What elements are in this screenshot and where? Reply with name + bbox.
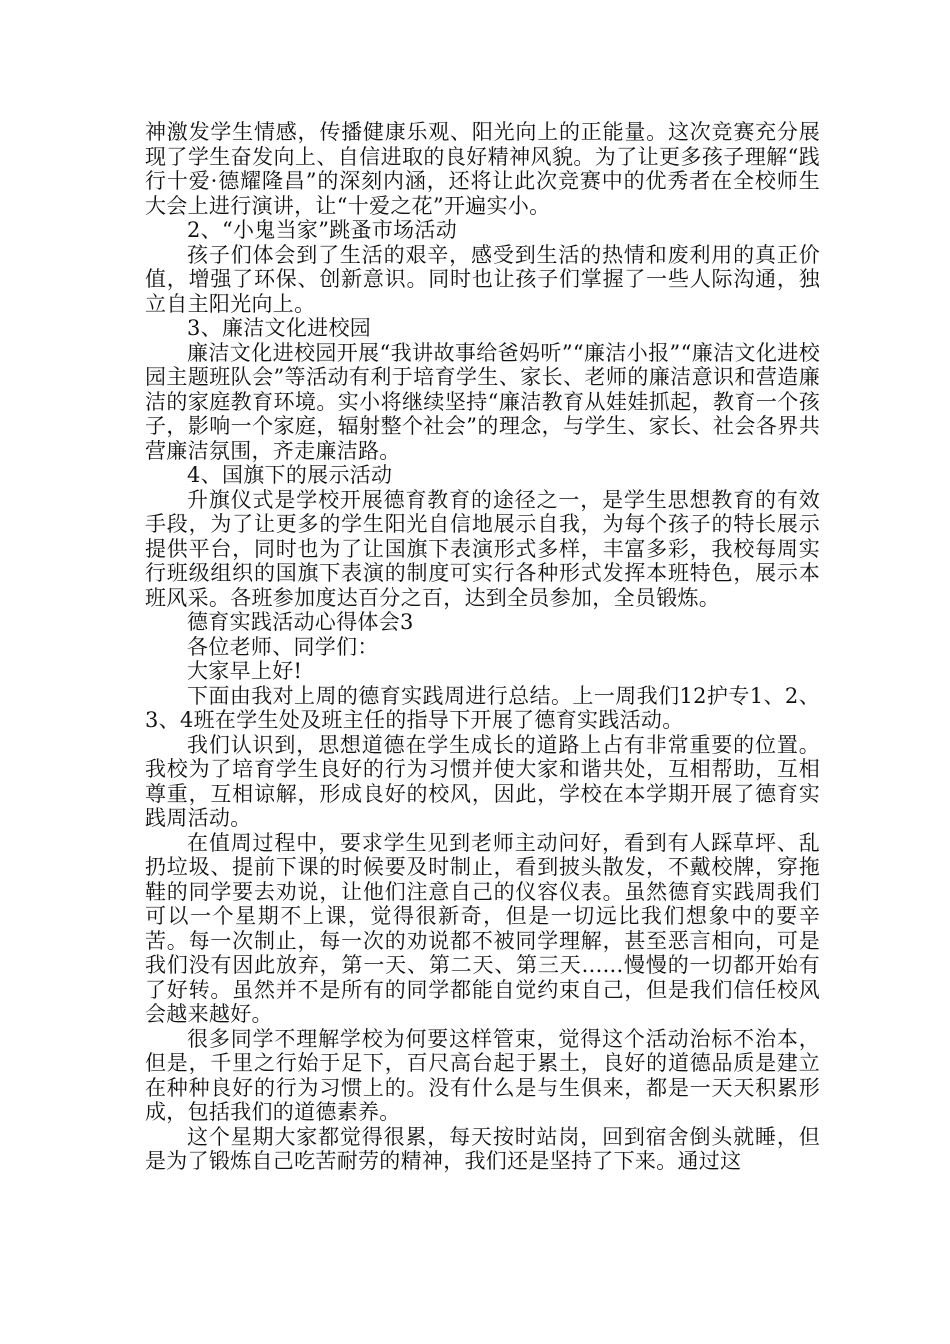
greeting: 大家早上好!: [187, 659, 303, 683]
heading-item-4: 4、国旗下的展示活动: [187, 463, 393, 487]
paragraph-3: 廉洁文化进校园开展“我讲故事给爸妈听”“廉洁小报”“廉洁文化进校园主题班队会”等活动有利于培育学生、家长、老师的廉洁意识和营造廉洁的家庭教育环境。实小将继续坚持“廉洁教育从娃娃抓起，教育一个孩子，影响一个家庭，辐射整个社会”的理念，与学生、家长、社会各界共营廉洁氛围，齐走廉洁路。: [145, 340, 820, 463]
paragraph-2: 孩子们体会到了生活的艰辛，感受到生活的热情和废利用的真正价值，增强了环保、创新意识。同时也让孩子们掌握了一些人际沟通，独立自主阳光向上。: [145, 242, 820, 316]
paragraph-5: 下面由我对上周的德育实践周进行总结。上一周我们12护专1、2、3、4班在学生处及班主任的指导下开展了德育实践活动。: [145, 683, 820, 732]
paragraph-7: 在值周过程中，要求学生见到老师主动问好，看到有人踩草坪、乱扔垃圾、提前下课的时候要及时制止，看到披头散发，不戴校牌，穿拖鞋的同学要去劝说，让他们注意自己的仪容仪表。虽然德育实践周我们可以一个星期不上课，觉得很新奇，但是一切远比我们想象中的要辛苦。每一次制止，每一次的劝说都不被同学理解，甚至恶言相向，可是我们没有因此放弃，第一天、第二天、第三天......慢慢的一切都开始有了好转。虽然并不是所有的同学都能自觉约束自己，但是我们信任校风会越来越好。: [145, 830, 820, 1026]
document-body: [145, 120, 820, 1174]
paragraph-9: 这个星期大家都觉得很累，每天按时站岗，回到宿舍倒头就睡，但是为了锻炼自己吃苦耐劳的精神，我们还是坚持了下来。通过这: [145, 1124, 820, 1173]
heading-item-2: 2、“小鬼当家”跳蚤市场活动: [187, 218, 458, 242]
paragraph-4: 升旗仪式是学校开展德育教育的途径之一，是学生思想教育的有效手段，为了让更多的学生阳光自信地展示自我，为每个孩子的特长展示提供平台，同时也为了让国旗下表演形式多样，丰富多彩，我校每周实行班级组织的国旗下表演的制度可实行各种形式发挥本班特色，展示本班风采。各班参加度达百分之百，达到全员参加，全员锻炼。: [145, 487, 820, 610]
paragraph-1: 神激发学生情感，传播健康乐观、阳光向上的正能量。这次竞赛充分展现了学生奋发向上、自信进取的良好精神风貌。为了让更多孩子理解“践行十爱·德耀隆昌”的深刻内涵，还将让此次竞赛中的优秀者在全校师生大会上进行演讲，让“十爱之花”开遍实小。: [145, 120, 820, 218]
paragraph-6: 我们认识到，思想道德在学生成长的道路上占有非常重要的位置。我校为了培育学生良好的行为习惯并使大家和谐共处，互相帮助，互相尊重，互相谅解，形成良好的校风，因此，学校在本学期开展了德育实践周活动。: [145, 732, 820, 830]
paragraph-8: 很多同学不理解学校为何要这样管束，觉得这个活动治标不治本，但是，千里之行始于足下，百尺高台起于累土，良好的道德品质是建立在种种良好的行为习惯上的。没有什么是与生俱来，都是一天天积累形成，包括我们的道德素养。: [145, 1026, 820, 1124]
salutation: 各位老师、同学们：: [187, 634, 379, 659]
section-title: 德育实践活动心得体会3: [187, 610, 414, 634]
heading-item-3: 3、廉洁文化进校园: [187, 316, 372, 340]
